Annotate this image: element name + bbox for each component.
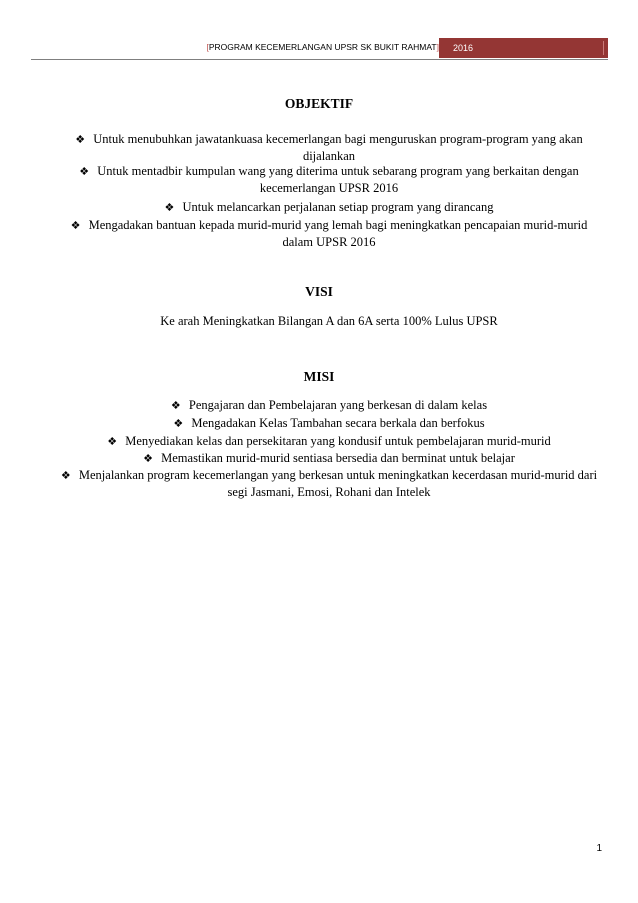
misi-item-1-text: Pengajaran dan Pembelajaran yang berkesan di dalam kelas: [188, 398, 488, 412]
header-band-edge: [603, 41, 604, 55]
diamond-bullet-icon: ❖: [70, 220, 81, 232]
misi-item-4: [56, 451, 602, 468]
header-bracket-open: [: [206, 42, 209, 52]
objektif-item-3: [56, 200, 602, 217]
header-title: [206, 42, 439, 52]
diamond-bullet-icon: ❖: [143, 453, 154, 465]
diamond-bullet-icon: ❖: [60, 470, 71, 482]
objektif-item-4: [56, 218, 602, 250]
diamond-bullet-icon: ❖: [173, 418, 184, 430]
diamond-bullet-icon: ❖: [170, 400, 181, 412]
objektif-item-4-text: Mengadakan bantuan kepada murid-murid yang lemah bagi meningkatkan pencapaian murid-murid dalam UPSR 2016: [88, 218, 588, 249]
objektif-title: OBJEKTIF: [284, 96, 354, 111]
diamond-bullet-icon: ❖: [164, 202, 175, 214]
diamond-bullet-icon: ❖: [75, 134, 86, 146]
misi-item-1: [56, 398, 602, 415]
objektif-item-2-text: Untuk mentadbir kumpulan wang yang diterima untuk sebarang program yang berkaitan dengan kecemerlangan UPSR 2016: [97, 164, 579, 195]
visi-text: Ke arah Meningkatkan Bilangan A dan 6A serta 100% Lulus UPSR: [160, 314, 498, 328]
page-number: 1: [596, 843, 602, 854]
misi-item-3-text: Menyediakan kelas dan persekitaran yang kondusif untuk pembelajaran murid-murid: [125, 434, 551, 448]
misi-item-4-text: Memastikan murid-murid sentiasa bersedia dan berminat untuk belajar: [161, 451, 515, 465]
header-year-band: [436, 38, 608, 58]
misi-item-5: [56, 468, 602, 500]
misi-item-2: [56, 416, 602, 433]
header-year: 2016: [453, 43, 474, 53]
misi-item-2-text: Mengadakan Kelas Tambahan secara berkala dan berfokus: [191, 416, 485, 430]
diamond-bullet-icon: ❖: [107, 436, 118, 448]
objektif-item-2: [56, 164, 602, 196]
objektif-item-1: [56, 132, 602, 164]
page-header: [31, 38, 608, 60]
header-title-text: PROGRAM KECEMERLANGAN UPSR SK BUKIT RAHMAT: [208, 42, 437, 52]
misi-item-5-text: Menjalankan program kecemerlangan yang berkesan untuk meningkatkan kecerdasan murid-murid dari segi Jasmani, Emosi, Rohani dan Intelek: [78, 468, 598, 499]
misi-item-3: [56, 434, 602, 451]
visi-title: VISI: [305, 284, 333, 299]
diamond-bullet-icon: ❖: [79, 166, 90, 178]
header-bracket-close: ]: [436, 42, 439, 52]
objektif-item-1-text: Untuk menubuhkan jawatankuasa kecemerlangan bagi menguruskan program-program yang akan dijalankan: [93, 132, 583, 163]
objektif-item-3-text: Untuk melancarkan perjalanan setiap program yang dirancang: [182, 200, 494, 214]
header-rule: [31, 59, 608, 60]
misi-title: MISI: [303, 369, 335, 384]
